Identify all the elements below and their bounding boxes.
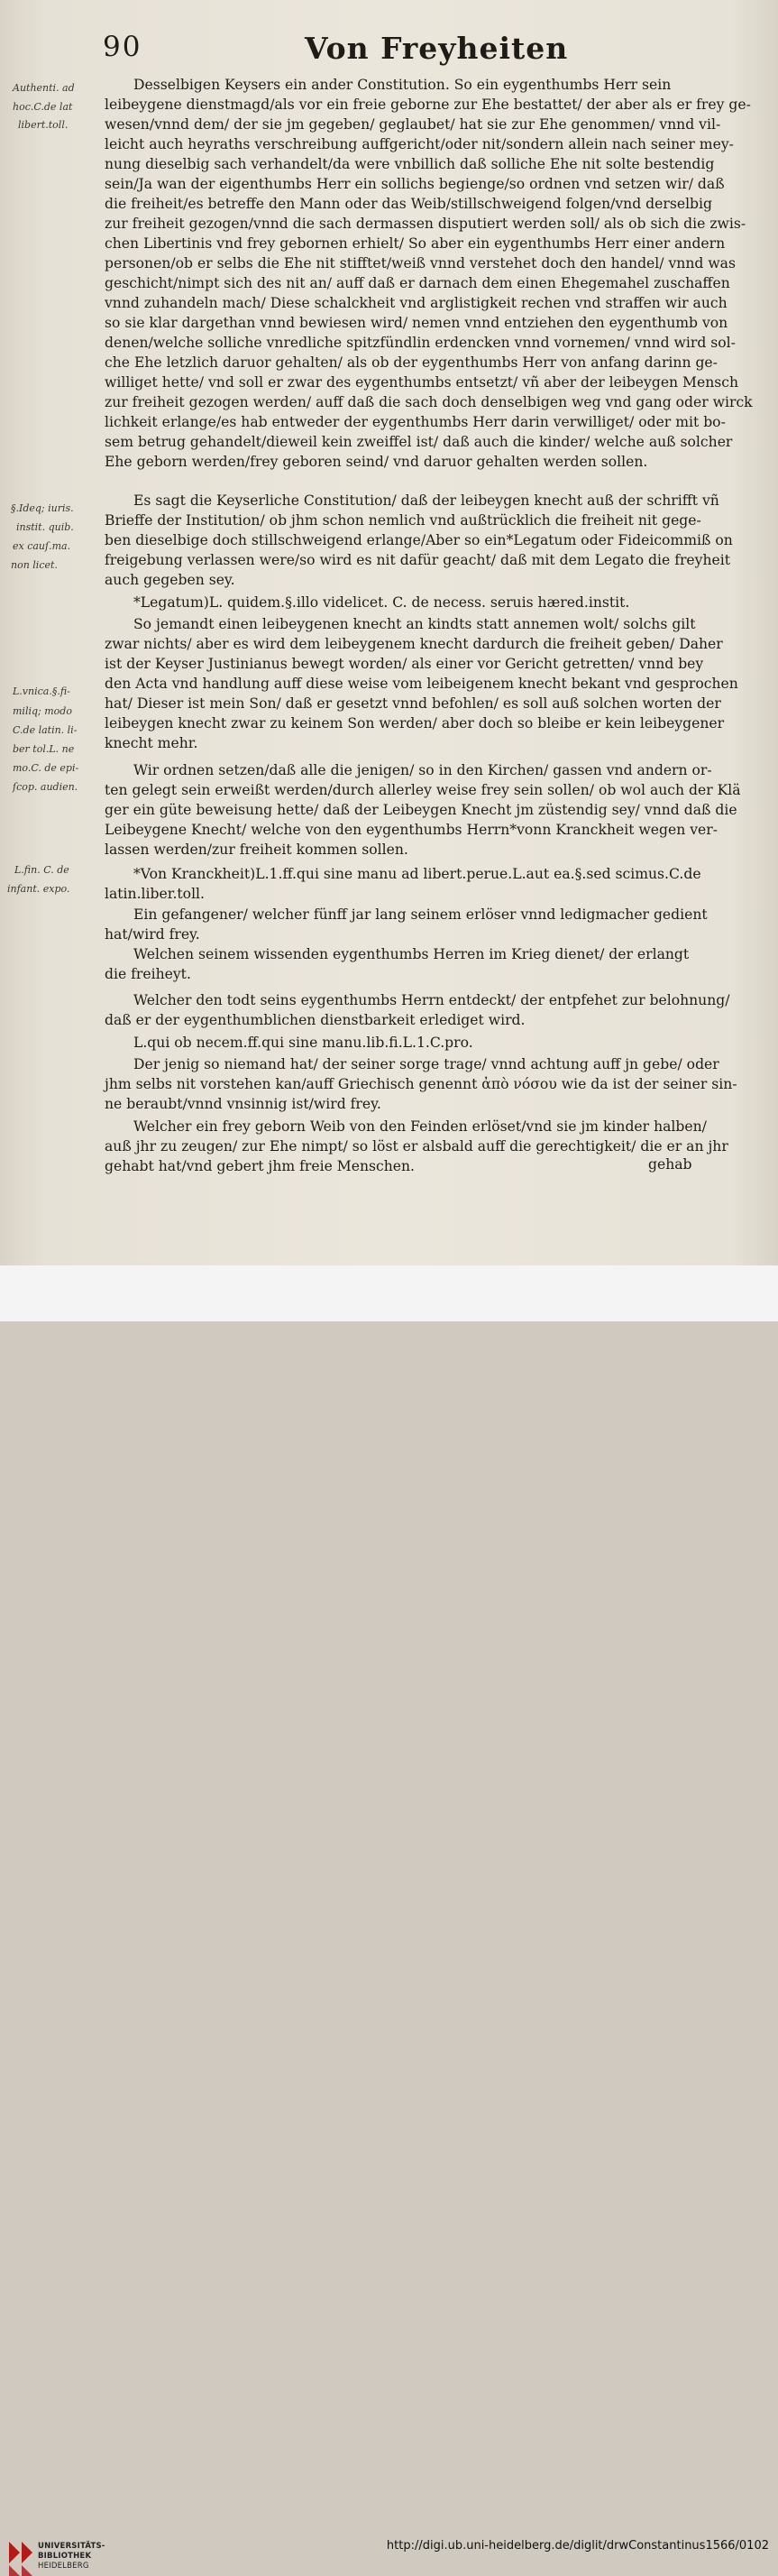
marginal-note: §.Ideq; iuris. (11, 502, 74, 514)
text-line: zur freiheit gezogen/vnnd die sach dermassen disputiert werden soll/ als ob sich die zwis- (105, 216, 746, 232)
marginal-note: L.fin. C. de (14, 864, 69, 876)
text-line: ger ein güte beweisung hette/ daß der Leibeygen Knecht jm züstendig sey/ vnnd daß die (105, 802, 737, 818)
text-line: Welcher den todt seins eygenthumbs Herrn entdeckt/ der entpfehet zur belohnung/ (133, 992, 730, 1008)
text-line: Desselbigen Keysers ein ander Constitution. So ein eygenthumbs Herr sein (133, 77, 672, 93)
text-line: leibeygene dienstmagd/als vor ein freie geborne zur Ehe bestattet/ der aber als er frey ge- (105, 97, 751, 113)
page-number: 90 (103, 31, 142, 63)
text-line: gehabt hat/vnd gebert jhm freie Menschen. (105, 1158, 415, 1174)
text-line: den Acta vnd handlung auff diese weise vom leibeigenem knecht bekant vnd gesprochen (105, 676, 738, 692)
marginal-note: C.de latin. li- (13, 724, 78, 736)
marginal-note: ber tol.L. ne (13, 743, 75, 755)
text-line: leibeygen knecht zwar zu keinem Son werden/ aber doch so bleibe er kein leibeygener (105, 715, 725, 731)
text-line: nung dieselbig sach verhandelt/da were vnbillich daß solliche Ehe nit solte bestendig (105, 156, 715, 172)
text-line: auß jhr zu zeugen/ zur Ehe nimpt/ so löst er alsbald auff die gerechtigkeit/ die er an jhr (105, 1138, 728, 1155)
marginal-note: ſcop. audien. (13, 781, 78, 793)
text-line: die freiheyt. (105, 966, 191, 982)
text-line: knecht mehr. (105, 735, 198, 751)
catchword: gehab (648, 1156, 692, 1173)
text-line: denen/welche solliche vnredliche spitzfündlin erdencken vnnd vornemen/ vnnd wird sol- (105, 335, 736, 351)
text-line: vnnd zuhandeln mach/ Diese schalckheit vnd arglistigkeit rechen vnd straffen wir auch (105, 295, 728, 311)
viewer-footer (0, 1265, 778, 2571)
footnote-line: *Von Kranckheit)L.1.ff.qui sine manu ad libert.perue.L.aut ea.§.sed scimus.C.de (133, 866, 701, 882)
marginal-note: infant. expo. (7, 883, 70, 895)
running-title: Von Freyheiten (305, 31, 569, 66)
text-line: Der jenig so niemand hat/ der seiner sorge trage/ vnnd achtung auff jn gebe/ oder (133, 1056, 719, 1072)
text-line: personen/ob er selbs die Ehe nit stifftet/weiß vnnd verstehet doch den handel/ vnnd was (105, 255, 736, 271)
footnote-line: latin.liber.toll. (105, 886, 206, 902)
text-line: lassen werden/zur freiheit kommen sollen. (105, 842, 408, 858)
text-line: sein/Ja wan der eigenthumbs Herr ein sollichs begienge/so ordnen vnd setzen wir/ daß (105, 176, 725, 192)
text-line: ne beraubt/vnnd vnsinnig ist/wird frey. (105, 1096, 381, 1112)
marginal-note: mo.C. de epi- (13, 762, 79, 774)
text-line: So jemandt einen leibeygenen knecht an kindts statt annemen wolt/ solchs gilt (133, 616, 696, 632)
text-line: hat/ Dieser ist mein Son/ daß er gesetzt vnnd befohlen/ es soll auß solchen worten der (105, 695, 721, 712)
text-line: so sie klar dargethan vnnd bewiesen wird/ nemen vnnd entziehen den eygenthumb von (105, 315, 728, 331)
text-line: ten gelegt sein erweißt werden/durch allerley weise frey sein sollen/ ob wol auch der Klä (105, 782, 741, 798)
text-line: daß er der eygenthumblichen dienstbarkeit erlediget wird. (105, 1012, 526, 1028)
library-emblem-icon (7, 2540, 34, 2576)
text-line: zur freiheit gezogen werden/ auff daß die sach doch denselbigen weg vnd gang oder wirck (105, 394, 753, 410)
text-line: williget hette/ vnd soll er zwar des eygenthumbs entsetzt/ vñ aber der leibeygen Mensch (105, 374, 739, 391)
text-line: sem betrug gehandelt/dieweil kein zweiffel ist/ daß auch die kinder/ welche auß solcher (105, 434, 733, 450)
text-line: ist der Keyser Justinianus bewegt worden/ als einer vor Gericht getretten/ vnnd bey (105, 656, 704, 672)
text-line: jhm selbs nit vorstehen kan/auff Griechisch genennt ἀπὸ νόσου wie da ist der seiner sin- (105, 1076, 737, 1092)
book-page (0, 0, 778, 1265)
text-line: geschicht/nimpt sich des nit an/ auff daß er darnach dem einen Ehegemahel zuschaffen (105, 275, 730, 291)
text-line: auch gegeben sey. (105, 572, 235, 588)
text-line: freigebung verlassen were/so wird es nit dafür geacht/ daß mit dem Legato die freyheit (105, 552, 730, 568)
text-line: Ein gefangener/ welcher fünff jar lang seinem erlöser vnnd ledigmacher gedient (133, 906, 708, 923)
text-line: ben dieselbige doch stillschweigend erlange/Aber so ein*Legatum oder Fideicommiß on (105, 532, 733, 548)
marginal-note: non licet. (11, 559, 58, 571)
marginal-note: Authenti. ad (13, 82, 75, 94)
text-line: Ehe geborn werden/frey geboren seind/ vnd daruor gehalten werden sollen. (105, 454, 648, 470)
logo-text: BIBLIOTHEK (38, 2552, 92, 2561)
marginal-note: miliq; modo (13, 705, 72, 717)
text-line: lichkeit erlange/es hab entweder der eygenthumbs Herr darin verwilliget/ oder mit bo- (105, 414, 726, 430)
text-line: Leibeygene Knecht/ welche von den eygenthumbs Herrn*vonn Kranckheit wegen ver- (105, 822, 718, 838)
text-line: leicht auch heyraths verschreibung auffgericht/oder nit/sondern allein nach seiner mey- (105, 136, 734, 152)
marginal-note: instit. quib. (16, 521, 74, 533)
logo-text: UNIVERSITÄTS- (38, 2542, 105, 2551)
citation-line: L.qui ob necem.ff.qui sine manu.lib.fi.L.1.C.pro. (133, 1035, 473, 1051)
text-line: Brieffe der Institution/ ob jhm schon nemlich vnd außtrücklich die freiheit nit gege- (105, 512, 701, 529)
marginal-note: L.vnica.§.fi- (13, 685, 70, 697)
text-line: chen Libertinis vnd frey gebornen erhielt/ So aber ein eygenthumbs Herr einer andern (105, 235, 726, 252)
permalink-url[interactable]: http://digi.ub.uni-heidelberg.de/diglit/drwConstantinus1566/0102 (386, 2539, 769, 2553)
text-line: Es sagt die Keyserliche Constitution/ daß der leibeygen knecht auß der schrifft vñ (133, 492, 719, 509)
library-logo[interactable] (7, 2540, 106, 2576)
text-line: Wir ordnen setzen/daß alle die jenigen/ so in den Kirchen/ gassen vnd andern or- (133, 762, 712, 778)
text-line: die freiheit/es betreffe den Mann oder das Weib/stillschweigend folgen/vnd derselbig (105, 196, 713, 212)
marginal-note: hoc.C.de lat (13, 101, 73, 113)
text-line: hat/wird frey. (105, 926, 200, 943)
text-line: che Ehe letzlich daruor gehalten/ als ob der eygenthumbs Herr von anfang darinn ge- (105, 354, 718, 371)
marginal-note: ex cauſ.ma. (13, 540, 71, 552)
footnote-line: *Legatum)L. quidem.§.illo videlicet. C. de necess. seruis hæred.instit. (133, 594, 630, 611)
text-line: zwar nichts/ aber es wird dem leibeygenem knecht dardurch die freiheit geben/ Daher (105, 636, 723, 652)
text-line: Welcher ein frey geborn Weib von den Feinden erlöset/vnd sie jm kinder halben/ (133, 1118, 707, 1135)
logo-text: HEIDELBERG (38, 2562, 89, 2571)
text-line: Welchen seinem wissenden eygenthumbs Herren im Krieg dienet/ der erlangt (133, 946, 690, 962)
marginal-note: libert.toll. (18, 119, 69, 131)
text-line: wesen/vnnd dem/ der sie jm gegeben/ geglaubet/ hat sie zur Ehe genommen/ vnnd vil- (105, 116, 721, 133)
